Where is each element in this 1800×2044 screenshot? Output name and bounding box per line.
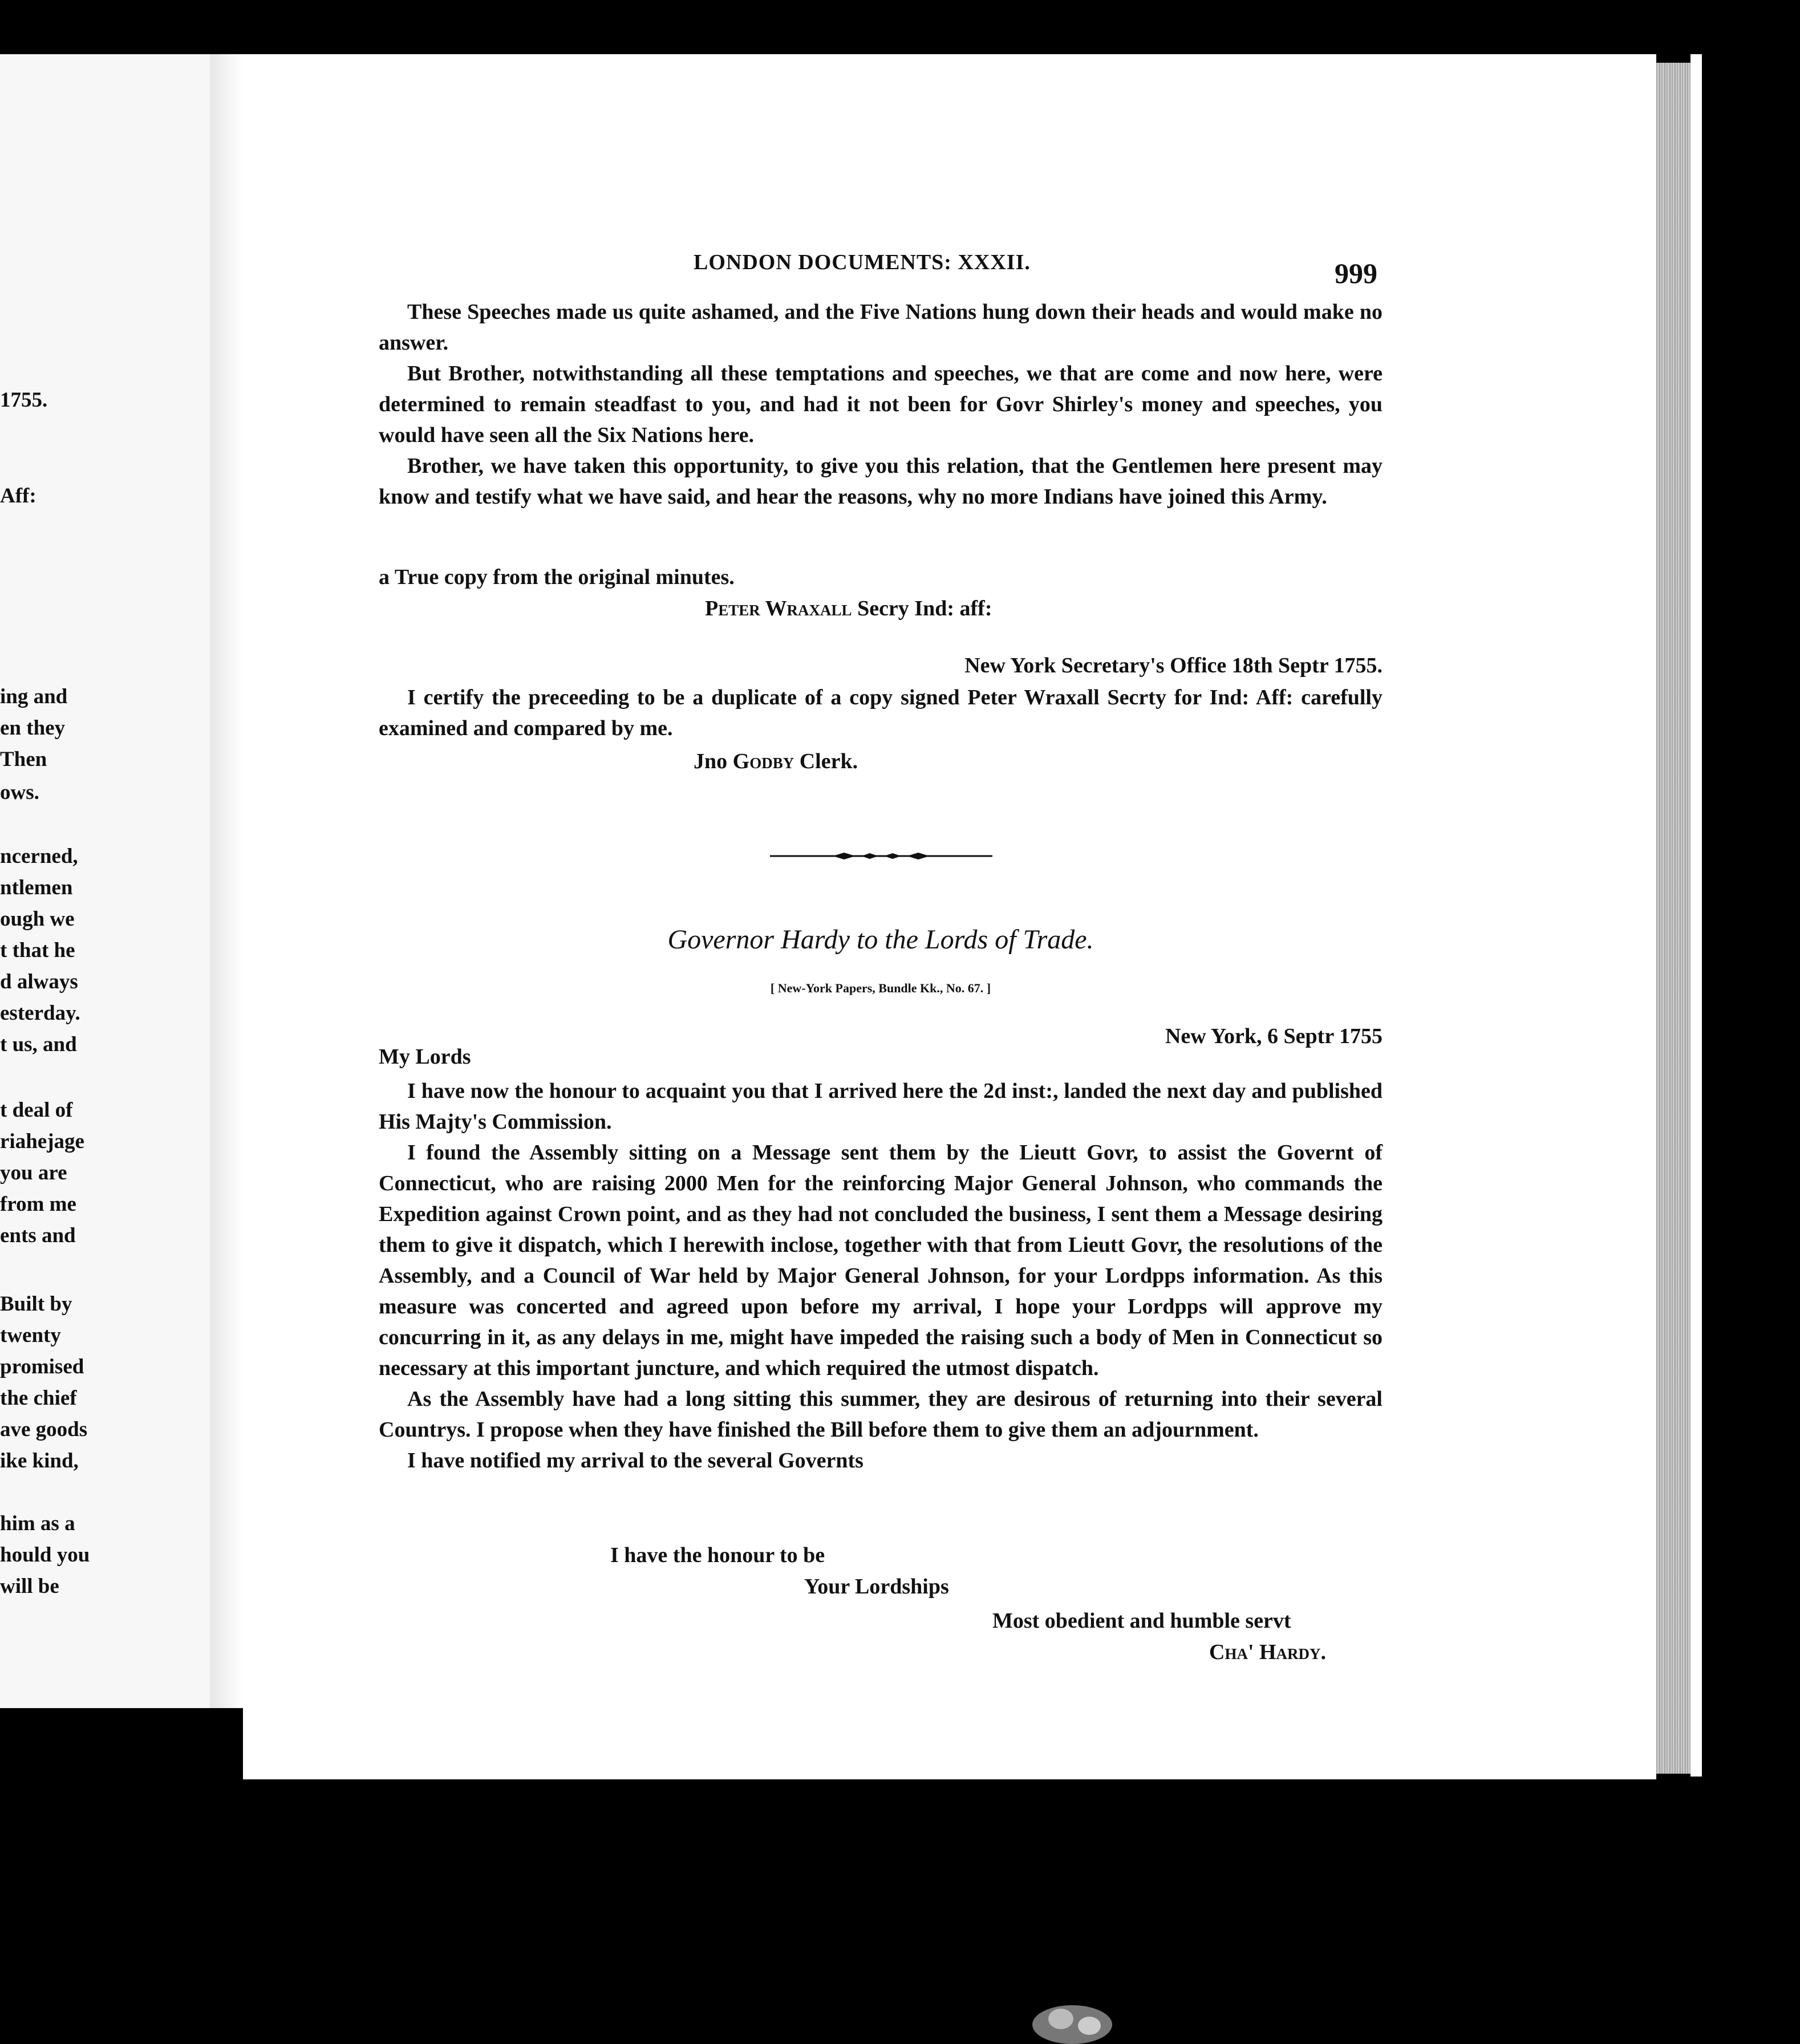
book-spine (210, 54, 243, 1708)
left-page-fragment: riahejage (0, 1130, 84, 1153)
letter-body (379, 1076, 1383, 1476)
left-page-edge (0, 54, 210, 1708)
closing-line: Most obedient and humble servt (992, 1609, 1291, 1633)
page-number: 999 (1335, 257, 1377, 289)
left-page-fragment: will be (0, 1575, 59, 1598)
closing-line: Your Lordships (804, 1575, 949, 1599)
left-page-fragment: 1755. (0, 388, 48, 412)
office-dateline: New York Secretary's Office 18th Septr 1755. (964, 654, 1383, 678)
left-page-fragment: the chief (0, 1386, 77, 1410)
archive-reference: [ New-York Papers, Bundle Kk., No. 67. ] (770, 981, 991, 995)
left-page-fragment: from me (0, 1193, 76, 1216)
left-page-fragment: t that he (0, 939, 75, 962)
paragraph: I certify the preceeding to be a duplicate of a copy signed Peter Wraxall Secrty for Ind: Aff: carefully examined and compared by me. (379, 686, 1383, 740)
left-page-fragment: Built by (0, 1292, 72, 1316)
left-page-fragment: ows. (0, 781, 39, 804)
paragraph: As the Assembly have had a long sitting this summer, they are desirous of returning into their several Countrys. I propose when they have finished the Bill before them to give them an adjournment. (379, 1387, 1383, 1442)
left-page-fragment: hould you (0, 1543, 90, 1567)
left-page-fragment: en they (0, 716, 66, 740)
paragraph: Brother, we have taken this opportunity, to give you this relation, that the Gentlemen here present may know and testify what we have said, and hear the reasons, why no more Indians have joined this Army. (379, 454, 1383, 509)
left-page-fragment: ough we (0, 907, 75, 931)
signature: Cha' Hardy. (1209, 1640, 1327, 1664)
left-page-fragment: d always (0, 970, 78, 993)
true-copy-line: a True copy from the original minutes. (379, 565, 735, 589)
left-page-fragment: you are (0, 1161, 67, 1185)
signer-prefix: Jno (694, 749, 728, 773)
godby-signature (694, 746, 1036, 777)
paragraph: But Brother, notwithstanding all these temptations and speeches, we that are come and now here, were determined to remain steadfast to you, and had it not been for Govr Shirley's money and speeches, you would have seen all the Six Nations here. (379, 362, 1383, 447)
wraxall-signature (705, 593, 1161, 624)
salutation: My Lords (379, 1045, 471, 1069)
running-title: LONDON DOCUMENTS: XXXII. (694, 250, 1031, 274)
ink-smudge (1027, 1985, 1118, 2044)
left-page-fragment: ave goods (0, 1418, 88, 1441)
left-page-fragment: twenty (0, 1324, 61, 1347)
signer-title: Secry Ind: aff: (857, 597, 992, 620)
left-page-fragment: ing and (0, 685, 68, 708)
letter-dateline: New York, 6 Septr 1755 (1165, 1024, 1383, 1048)
page-stack-edge (1656, 63, 1690, 1774)
signer-name: Peter Wraxall (705, 597, 852, 620)
paragraph: I have now the honour to acquaint you that I arrived here the 2d inst:, landed the next day and published His Majty's Commission. (379, 1079, 1383, 1134)
left-page-fragment: Then (0, 748, 47, 771)
left-page-fragment: ents and (0, 1224, 76, 1247)
ornament-rule (770, 853, 992, 859)
left-page-fragment: ike kind, (0, 1449, 79, 1473)
paragraph: I found the Assembly sitting on a Message sent them by the Lieutt Govr, to assist the Governt of Connecticut, who are raising 2000 Men for the reinforcing Major General Johnson, who commands the Expedition against Crown point, and as they had not concluded the business, I sent them a Message desiring them to give it dispatch, which I herewith inclose, together with that from Lieutt Govr, the resolutions of the Assembly, and a Council of War held by Major General Johnson, for your Lordpps information. As this measure was concerted and agreed upon before my arrival, I hope your Lordpps will approve my concurring in it, as any delays in me, might have impeded the raising such a body of Men in Connecticut so necessary at this important juncture, and which required the utmost dispatch. (379, 1141, 1383, 1380)
closing-line: I have the honour to be (610, 1543, 825, 1567)
speech-block (379, 297, 1383, 512)
left-page-fragment: esterday. (0, 1001, 80, 1025)
paragraph: I have notified my arrival to the several Governts (407, 1449, 863, 1473)
left-page-fragment: t us, and (0, 1033, 77, 1056)
signer-name: Godby (732, 749, 794, 773)
left-page-fragment: him as a (0, 1512, 75, 1535)
left-page-fragment: ncerned, (0, 845, 78, 868)
letter-title: Governor Hardy to the Lords of Trade. (667, 924, 1094, 955)
paragraph: These Speeches made us quite ashamed, and the Five Nations hung down their heads and would make no answer. (379, 300, 1383, 355)
left-page-fragment: ntlemen (0, 876, 73, 899)
certification (379, 682, 1383, 744)
left-page-fragment: promised (0, 1355, 84, 1378)
signer-title: Clerk. (799, 749, 858, 773)
left-page-fragment: Aff: (0, 484, 37, 508)
page-stack-edge-light (1690, 54, 1702, 1777)
left-page-fragment: t deal of (0, 1098, 73, 1122)
